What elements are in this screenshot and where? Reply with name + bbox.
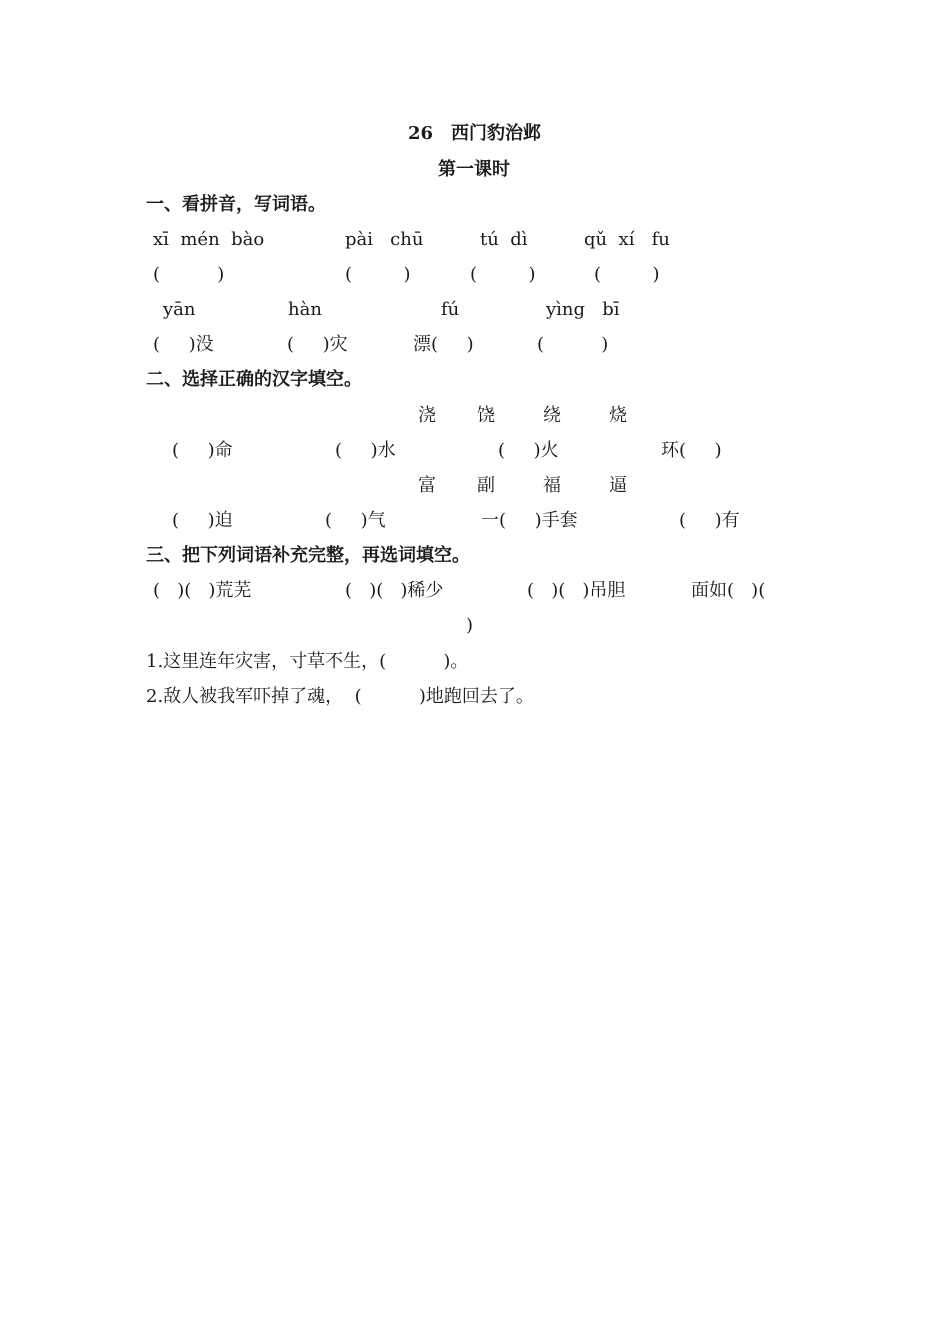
answer-blank[interactable]: ( ) [470,264,536,285]
choice-char: 烧 [609,405,627,426]
section-2-heading: 二、选择正确的汉字填空。 [146,369,362,390]
question-1[interactable]: 1.这里连年灾害，寸草不生，( )。 [146,651,469,672]
fill-item[interactable]: ( )迫 [172,510,233,531]
idiom-blank[interactable]: ( )( )稀少 [345,580,444,601]
idiom-blank-wrap: ) [466,615,474,636]
fill-item[interactable]: ( )火 [498,440,559,461]
answer-blank[interactable]: ( ) [345,264,411,285]
idiom-blank[interactable]: 面如( )( [691,580,766,601]
fill-item[interactable]: 环( ) [661,440,722,461]
pinyin-ximenbao: xī mén bào [153,229,265,250]
pinyin-yan: yān [163,299,196,320]
answer-blank[interactable]: ( )没 [153,334,214,355]
fill-item[interactable]: ( )水 [335,440,396,461]
fill-item[interactable]: 一( )手套 [481,510,578,531]
answer-blank[interactable]: ( ) [594,264,660,285]
choice-char: 逼 [609,475,627,496]
choice-char: 福 [543,475,561,496]
choice-char: 副 [477,475,495,496]
idiom-blank[interactable]: ( )( )荒芜 [153,580,252,601]
fill-item[interactable]: ( )命 [172,440,233,461]
fill-item[interactable]: ( )气 [325,510,386,531]
choice-char: 绕 [543,405,561,426]
answer-blank[interactable]: ( )灾 [287,334,348,355]
pinyin-tudi: tú dì [480,229,528,250]
choice-char: 浇 [418,405,436,426]
section-1-heading: 一、看拼音，写词语。 [146,194,326,215]
pinyin-yingbi: yìng bī [546,299,620,320]
choice-char: 饶 [477,405,495,426]
choice-char: 富 [418,475,436,496]
idiom-blank[interactable]: ( )( )吊胆 [527,580,626,601]
question-2[interactable]: 2.敌人被我军吓掉了魂， ( )地跑回去了。 [146,686,534,707]
answer-blank[interactable]: 漂( ) [413,334,474,355]
answer-blank[interactable]: ( ) [153,264,225,285]
lesson-subtitle: 第一课时 [438,159,510,180]
pinyin-quxifu: qǔ xí fu [584,229,670,250]
pinyin-fu: fú [441,299,460,320]
answer-blank[interactable]: ( ) [537,334,609,355]
fill-item[interactable]: ( )有 [679,510,740,531]
pinyin-han: hàn [288,299,322,320]
pinyin-paichu: pài chū [345,229,424,250]
lesson-title: 26 西门豹治邺 [408,123,542,144]
section-3-heading: 三、把下列词语补充完整，再选词填空。 [146,545,470,566]
